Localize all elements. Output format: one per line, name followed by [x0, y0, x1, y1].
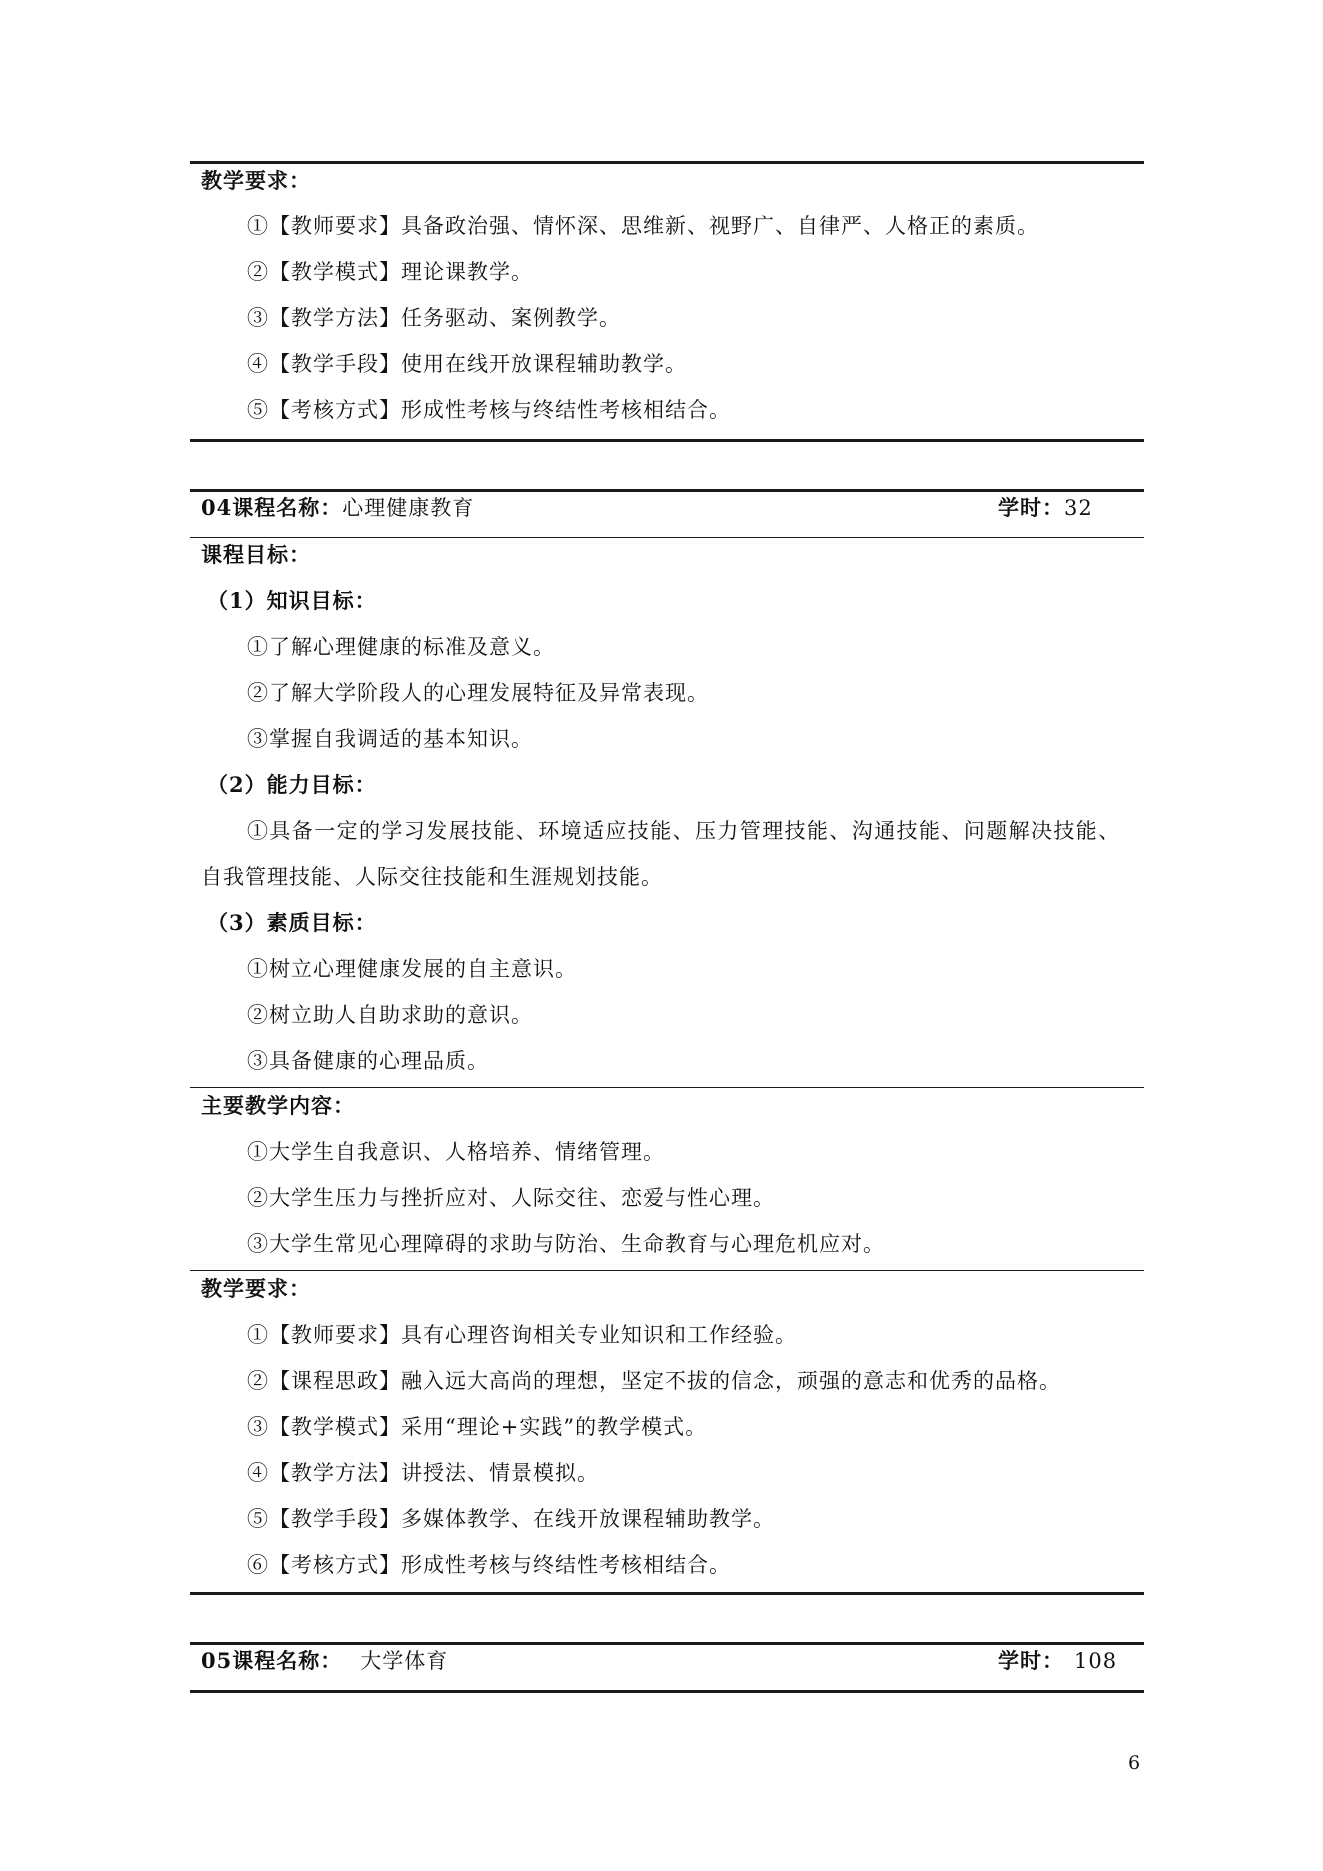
hours-label: 学时： — [998, 495, 1064, 520]
content-heading: 主要教学内容： — [201, 1093, 355, 1118]
knowledge-heading: （1）知识目标： — [207, 588, 377, 613]
course05-title-row — [201, 1647, 448, 1675]
goal-end-rule — [190, 1087, 1144, 1088]
req-heading-top: 教学要求： — [201, 168, 311, 193]
requirement-item: ④【教学手段】使用在线开放课程辅助教学。 — [247, 352, 687, 376]
hours-value: 32 — [1064, 496, 1093, 520]
requirement-item: ②【教学模式】理论课教学。 — [247, 260, 533, 284]
requirement-item: ⑤【教学手段】多媒体教学、在线开放课程辅助教学。 — [247, 1507, 775, 1531]
course05-hours — [998, 1647, 1117, 1675]
requirement-item: ⑤【考核方式】形成性考核与终结性考核相结合。 — [247, 398, 731, 422]
quality-item: ①树立心理健康发展的自主意识。 — [247, 957, 577, 981]
course04-hours — [998, 494, 1093, 522]
hours-value: 108 — [1074, 1649, 1118, 1673]
content-end-rule — [190, 1270, 1144, 1271]
course-name: 大学体育 — [360, 1649, 449, 1673]
ability-text: ①具备一定的学习发展技能、环境适应技能、压力管理技能、沟通技能、问题解决技能、 — [247, 819, 1121, 843]
requirement-item: ①【教师要求】具备政治强、情怀深、思维新、视野广、自律严、人格正的素质。 — [247, 214, 1039, 238]
requirement-item: ⑥【考核方式】形成性考核与终结性考核相结合。 — [247, 1553, 731, 1577]
course05-top-rule — [190, 1642, 1144, 1645]
requirement-item: ③【教学方法】任务驱动、案例教学。 — [247, 306, 621, 330]
course05-bottom-rule — [190, 1690, 1144, 1693]
hours-label: 学时： — [998, 1648, 1064, 1673]
requirement-item: ④【教学方法】讲授法、情景模拟。 — [247, 1461, 599, 1485]
quality-heading: （3）素质目标： — [207, 910, 377, 935]
req-heading: 教学要求： — [201, 1276, 311, 1301]
ability-text-cont: 自我管理技能、人际交往技能和生涯规划技能。 — [201, 865, 663, 889]
content-item: ①大学生自我意识、人格培养、情绪管理。 — [247, 1140, 665, 1164]
knowledge-item: ③掌握自我调适的基本知识。 — [247, 727, 533, 751]
page-number: 6 — [1128, 1752, 1141, 1774]
course04-end-rule — [190, 1592, 1144, 1595]
goal-heading: 课程目标： — [201, 542, 311, 567]
requirement-item: ③【教学模式】采用“理论+实践”的教学模式。 — [247, 1415, 708, 1439]
knowledge-item: ①了解心理健康的标准及意义。 — [247, 635, 555, 659]
course04-top-rule — [190, 489, 1144, 492]
course04-title-row — [201, 494, 474, 522]
content-item: ②大学生压力与挫折应对、人际交往、恋爱与性心理。 — [247, 1186, 775, 1210]
quality-item: ②树立助人自助求助的意识。 — [247, 1003, 533, 1027]
quality-item: ③具备健康的心理品质。 — [247, 1049, 489, 1073]
course-name: 心理健康教育 — [342, 496, 475, 520]
course-name-label: 04课程名称： — [201, 495, 343, 520]
course-name-label: 05课程名称： — [201, 1648, 343, 1673]
ability-heading: （2）能力目标： — [207, 772, 377, 797]
requirement-item: ②【课程思政】融入远大高尚的理想，坚定不拔的信念，顽强的意志和优秀的品格。 — [247, 1369, 1061, 1393]
knowledge-item: ②了解大学阶段人的心理发展特征及异常表现。 — [247, 681, 709, 705]
section-end-rule — [190, 439, 1144, 442]
content-item: ③大学生常见心理障碍的求助与防治、生命教育与心理危机应对。 — [247, 1232, 885, 1256]
requirement-item: ①【教师要求】具有心理咨询相关专业知识和工作经验。 — [247, 1323, 797, 1347]
course04-header-rule — [190, 537, 1144, 538]
top-rule — [190, 161, 1144, 164]
